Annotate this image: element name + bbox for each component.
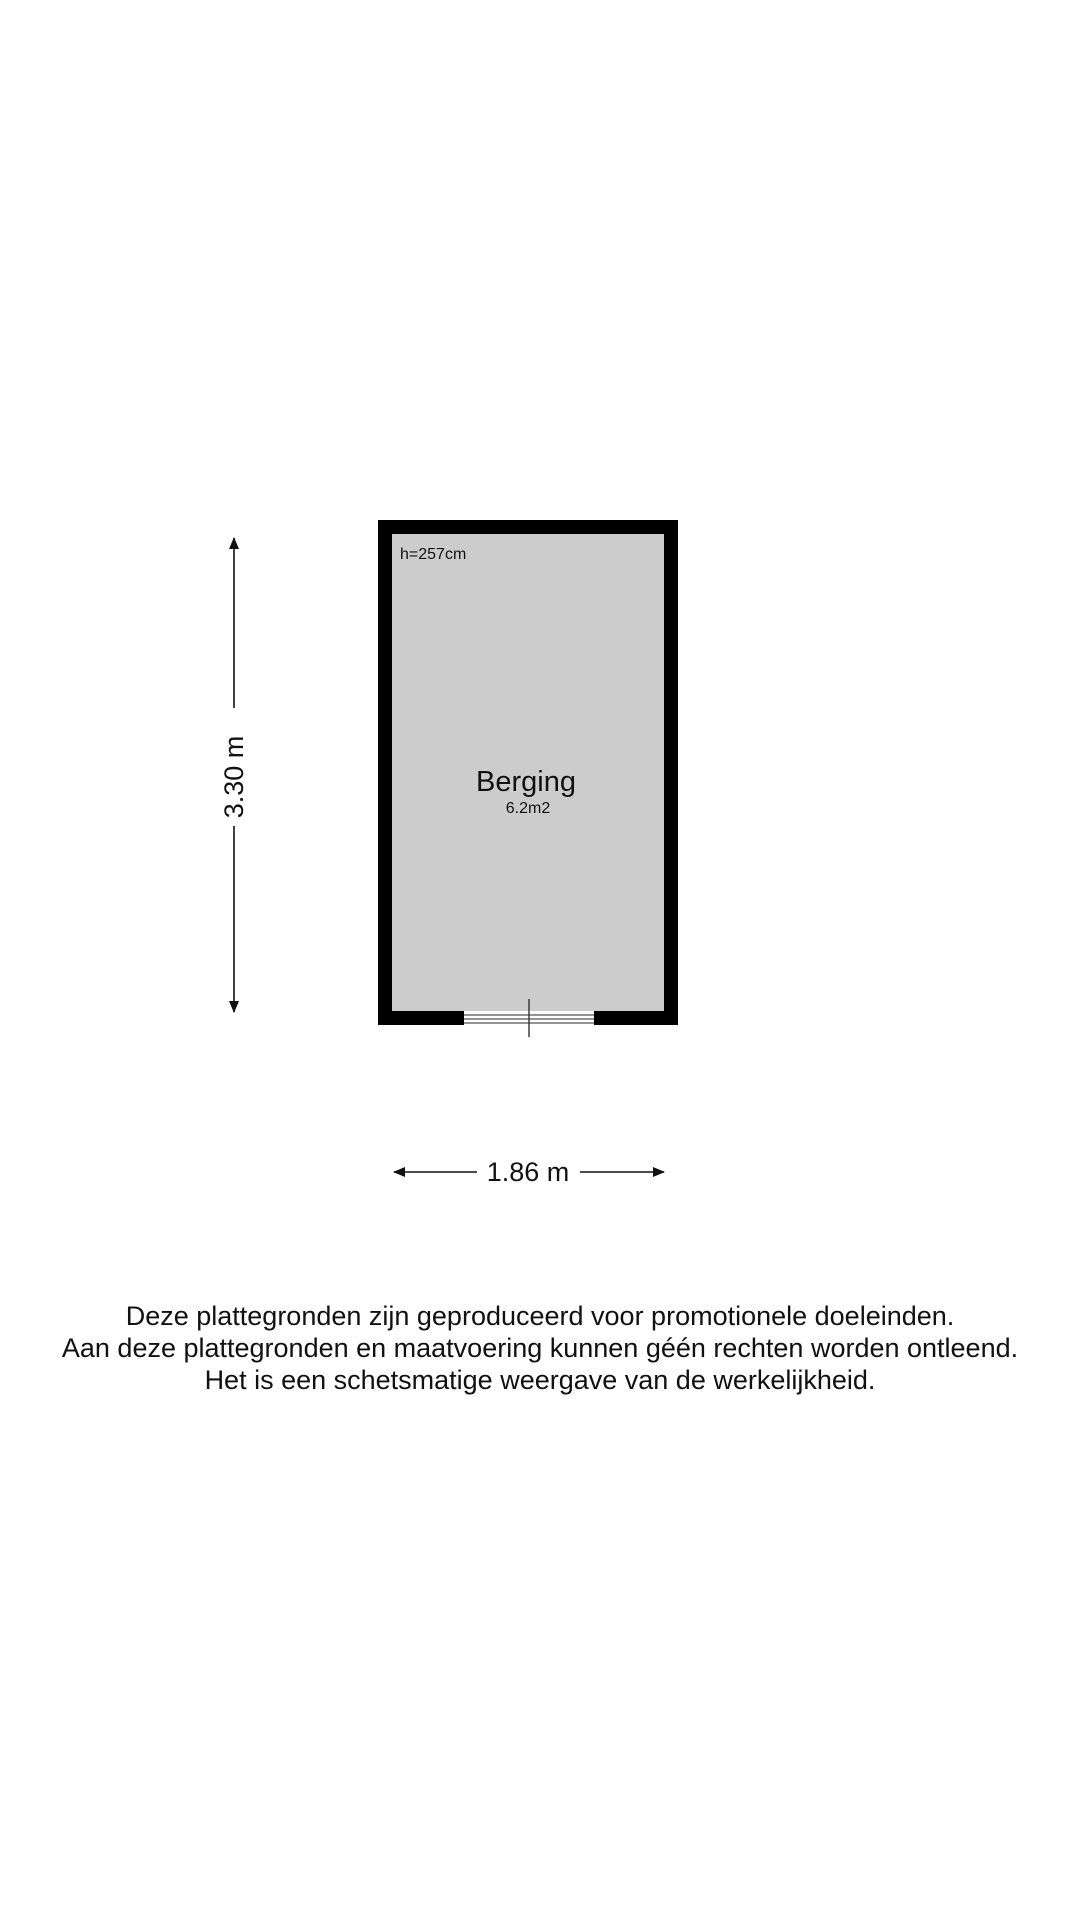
room-area-label: 6.2m2 [505, 800, 551, 817]
vertical-dimension-label: 3.30 m [219, 735, 249, 819]
disclaimer [0, 1300, 1080, 1396]
disclaimer-line-3: Het is een schetsmatige weergave van de werkelijkheid. [204, 1365, 876, 1395]
room-name-label: Berging [476, 766, 576, 798]
room-height-label: h=257cm [400, 546, 467, 563]
disclaimer-line-2: Aan deze plattegronden en maatvoering kunnen géén rechten worden ontleend. [61, 1333, 1019, 1363]
vertical-dimension [219, 538, 249, 1012]
disclaimer-line-1: Deze plattegronden zijn geproduceerd voor promotionele doeleinden. [125, 1301, 955, 1331]
horizontal-dimension [394, 1157, 664, 1187]
horizontal-dimension-label: 1.86 m [486, 1157, 570, 1187]
